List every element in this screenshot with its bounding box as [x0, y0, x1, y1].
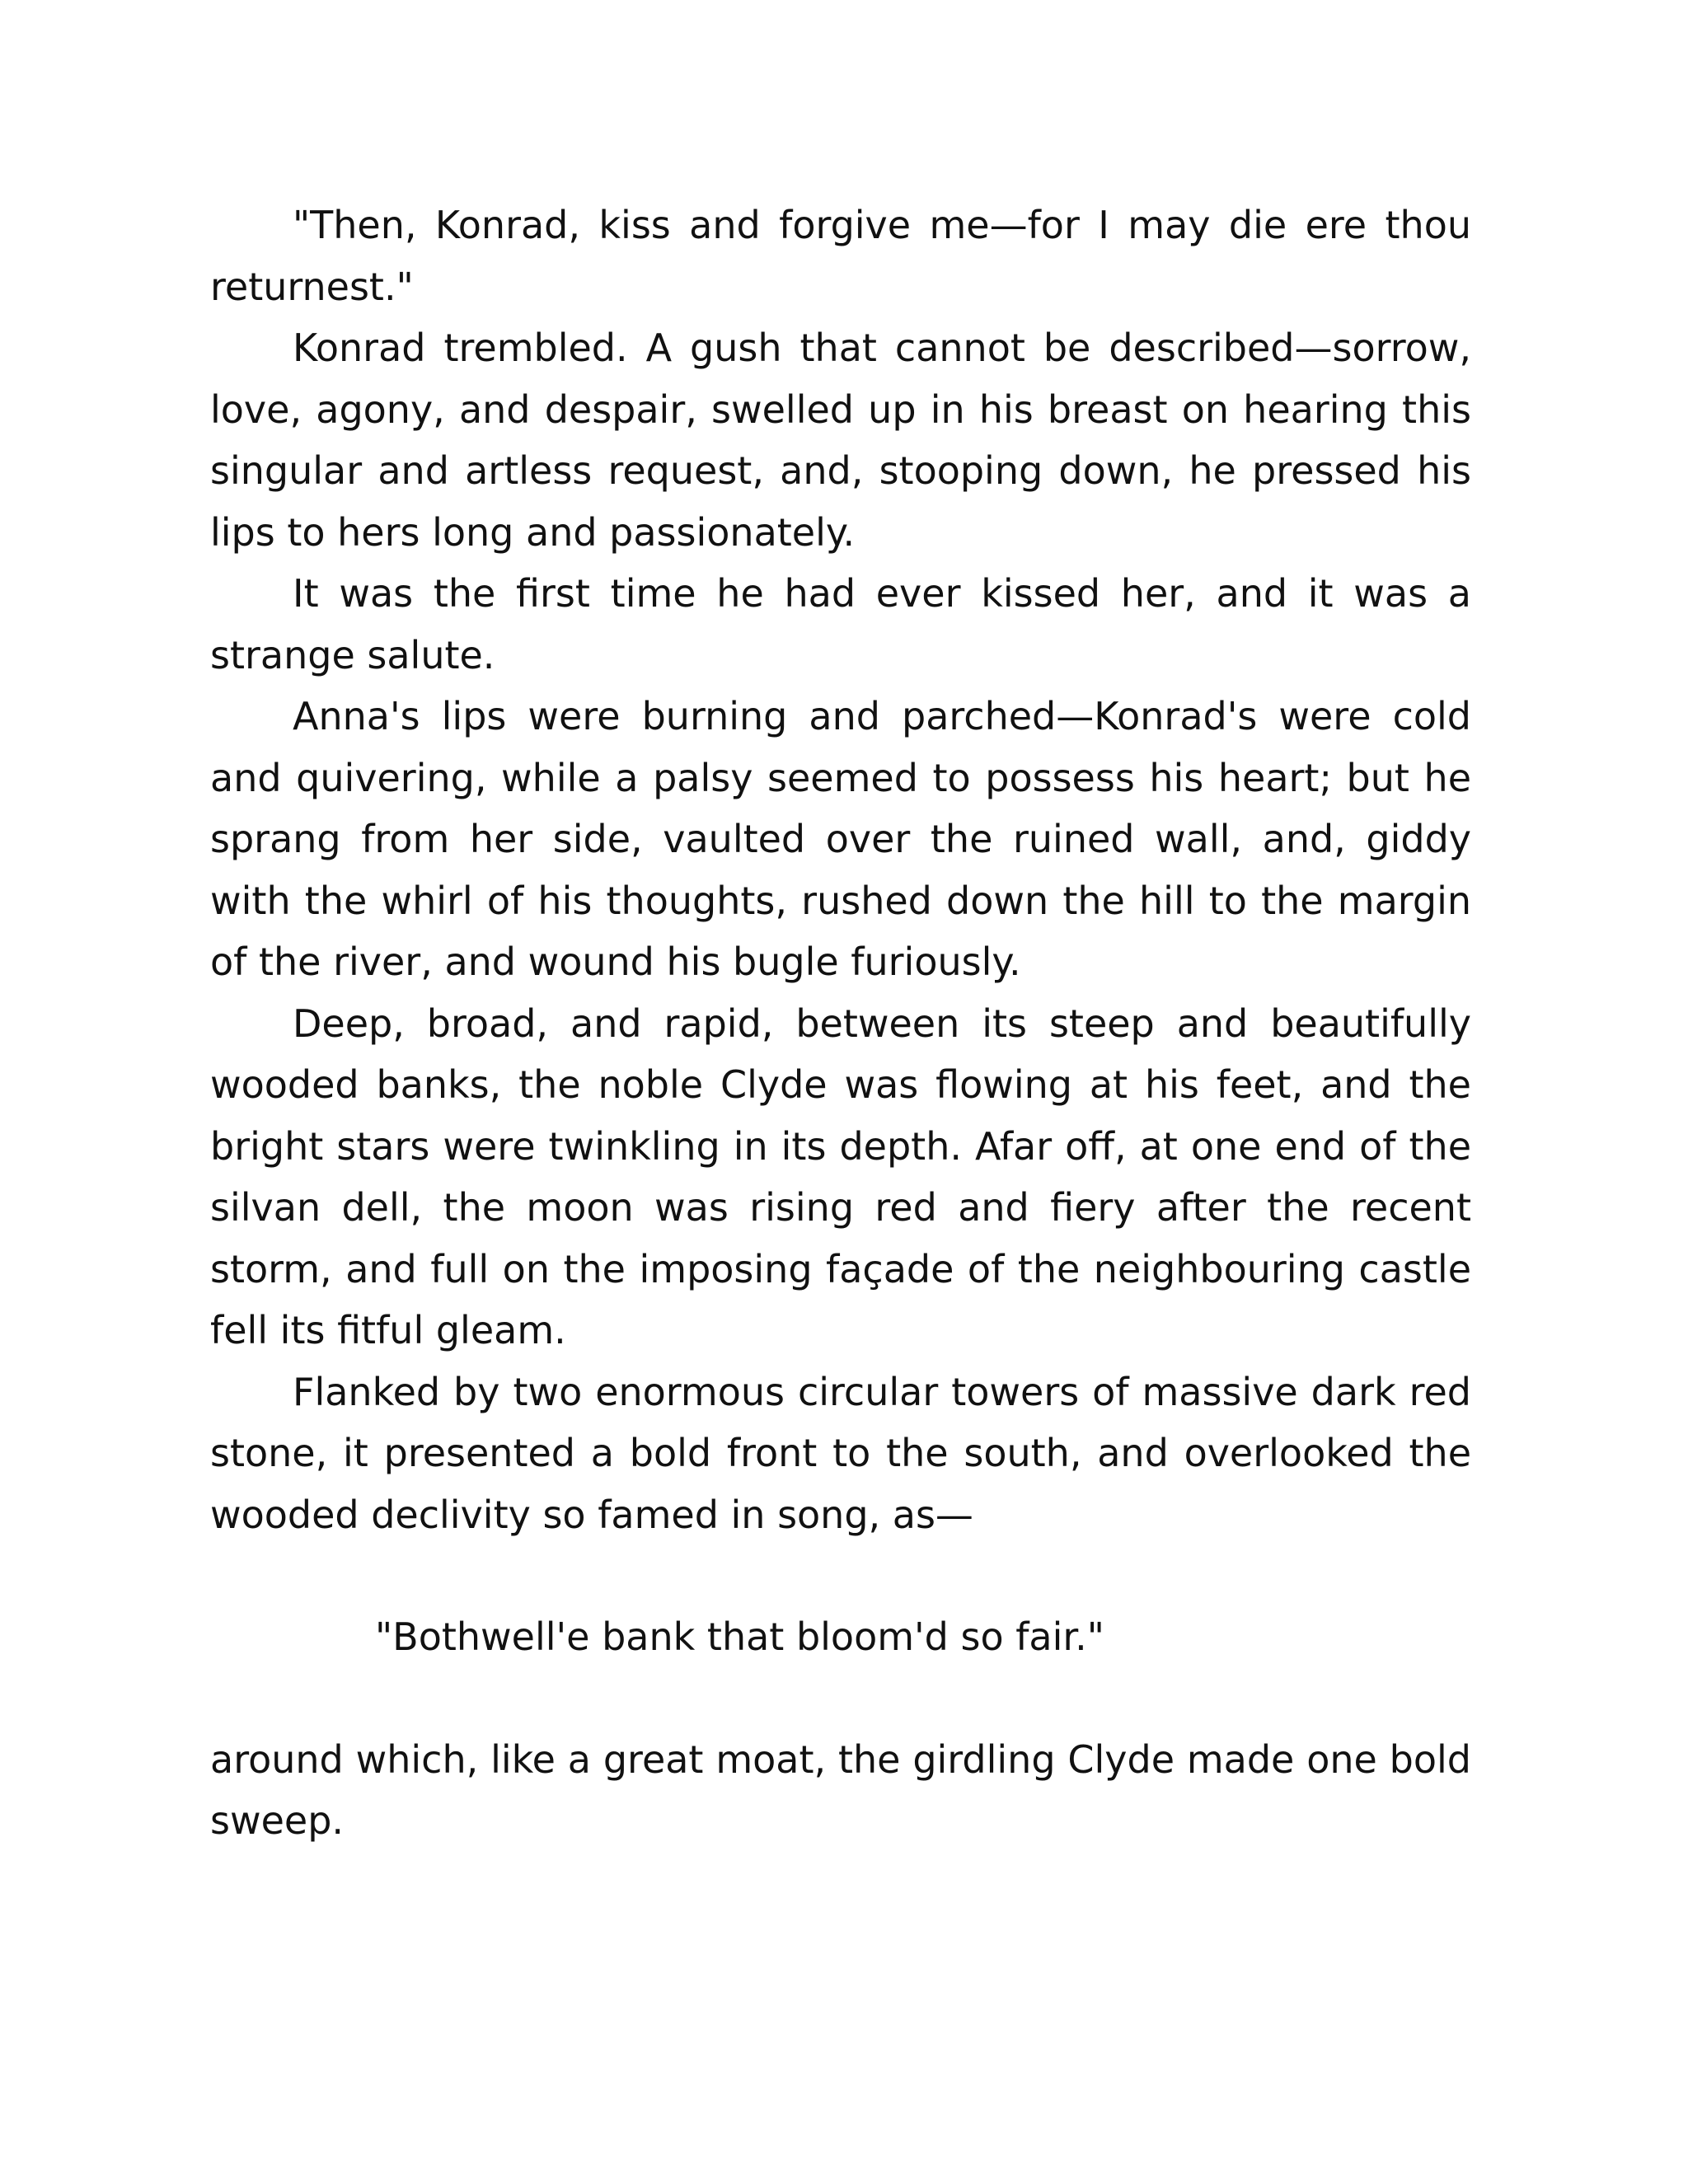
- paragraph-1: "Then, Konrad, kiss and forgive me—for I may die ere thou returnest.": [210, 203, 1471, 309]
- paragraph-4: Anna's lips were burning and parched—Konrad's were cold and quivering, while a palsy seemed to possess his heart; but he sprang from her side, vaulted over the ruined wall, and, giddy with the whirl of his thoughts, rushed down the hill to the margin of the river, and wound his bugle furiously.: [210, 694, 1471, 984]
- page-text: [210, 194, 1471, 1852]
- continuation-paragraph: around which, like a great moat, the girdling Clyde made one bold sweep.: [210, 1736, 1471, 1843]
- paragraph-5: Deep, broad, and rapid, between its steep and beautifully wooded banks, the noble Clyde was flowing at his feet, and the bright stars were twinkling in its depth. Afar off, at one end of the silvan dell, the moon was rising red and fiery after the recent storm, and full on the imposing façade of the neighbouring castle fell its fitful gleam.: [210, 1001, 1471, 1352]
- paragraph-3: It was the first time he had ever kissed her, and it was a strange salute.: [210, 571, 1471, 677]
- verse-quote: "Bothwell'e bank that bloom'd so fair.": [375, 1615, 1104, 1659]
- paragraph-6: Flanked by two enormous circular towers of massive dark red stone, it presented a bold front to the south, and overlooked the wooded declivity so famed in song, as—: [210, 1369, 1471, 1537]
- paragraph-2: Konrad trembled. A gush that cannot be described—sorrow, love, agony, and despair, swelled up in his breast on hearing this singular and artless request, and, stooping down, he pressed his lips to hers long and passionately.: [210, 326, 1471, 555]
